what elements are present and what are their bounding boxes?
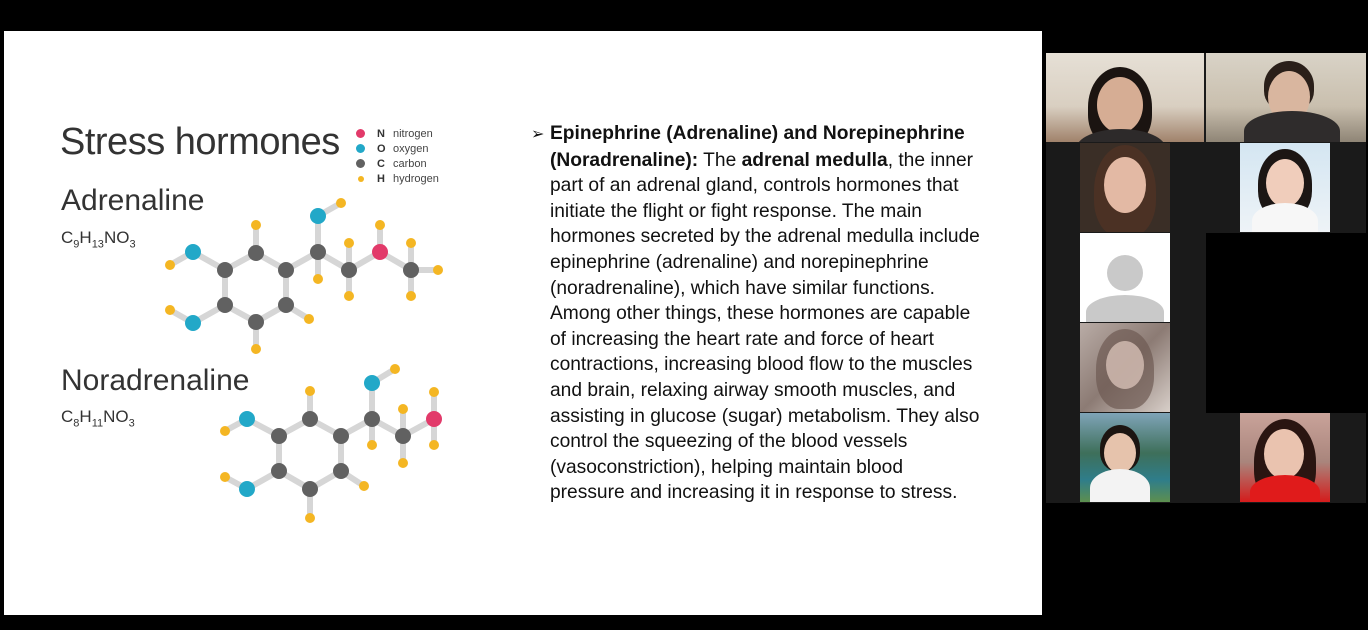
participant-tile-p7[interactable]: [1080, 413, 1170, 502]
atom-C: [278, 262, 294, 278]
legend-carbon: C carbon: [356, 156, 439, 171]
participant-tile-p4[interactable]: [1240, 143, 1330, 232]
noradrenaline-formula: $C_8H_{11}NO_3$: [61, 407, 135, 430]
adrenaline-formula: $C_9H_{13}NO_3$: [61, 228, 136, 251]
shared-slide: [4, 31, 1042, 615]
atom-H: [344, 291, 354, 301]
participant-tile-p3[interactable]: [1080, 143, 1170, 232]
atom-C: [333, 428, 349, 444]
atom-H: [220, 472, 230, 482]
atom-C: [248, 245, 264, 261]
atom-C: [248, 314, 264, 330]
atom-H: [220, 426, 230, 436]
atom-H: [251, 220, 261, 230]
atom-H: [336, 198, 346, 208]
atom-C: [310, 244, 326, 260]
atom-H: [313, 274, 323, 284]
atom-N: [372, 244, 388, 260]
atom-O: [239, 481, 255, 497]
legend-oxygen: O oxygen: [356, 141, 439, 156]
atom-H: [398, 404, 408, 414]
noradrenaline-name: Noradrenaline: [61, 364, 250, 397]
atom-H: [429, 440, 439, 450]
bullet-paragraph: ➢ Epinephrine (Adrenaline) and Norepinephrine (Noradrenaline): The adrenal medulla, the inner part of an adrenal gland, controls hormones that initiate the flight or fight response. The main hormones secreted by the adrenal medulla include epinephrine (adrenaline) and norepinephrine (noradrenaline), which have similar functions. Among other things, these hormones are capable of increasing the heart rate and force of heart contractions, increasing blood flow to the muscles and brain, relaxing airway smooth muscles, and assisting in glucose (sugar) metabolism. They also control the squeezing of the blood vessels (vasoconstriction), helping maintain blood pressure and increasing it in response to stress.: [531, 123, 980, 504]
atom-H: [304, 314, 314, 324]
atom-C: [364, 411, 380, 427]
participant-gallery: [1046, 53, 1366, 503]
atom-O: [185, 244, 201, 260]
legend-hydrogen: H hydrogen: [356, 171, 439, 186]
participant-tile-p8[interactable]: [1240, 413, 1330, 502]
atom-C: [302, 411, 318, 427]
atom-H: [165, 305, 175, 315]
atom-H: [359, 481, 369, 491]
empty-video-slot: [1206, 233, 1366, 413]
atom-H: [433, 265, 443, 275]
atom-O: [310, 208, 326, 224]
atom-C: [403, 262, 419, 278]
atom-H: [344, 238, 354, 248]
slide-bullet-text: [531, 121, 981, 506]
adrenaline-name: Adrenaline: [61, 184, 205, 217]
noradrenaline-structure: [220, 364, 442, 523]
atom-H: [305, 386, 315, 396]
bullet-arrow-icon: ➢: [531, 126, 545, 143]
participant-tile-p1[interactable]: [1046, 53, 1204, 142]
atom-N: [426, 411, 442, 427]
participant-tile-p5[interactable]: [1080, 233, 1170, 322]
atom-O: [239, 411, 255, 427]
atom-O: [364, 375, 380, 391]
adrenaline-structure: [165, 198, 443, 354]
participant-tile-p6[interactable]: [1080, 323, 1170, 412]
slide-title: Stress hormones: [60, 121, 340, 163]
atom-C: [278, 297, 294, 313]
atom-H: [398, 458, 408, 468]
atom-H: [390, 364, 400, 374]
participant-tile-p2[interactable]: [1206, 53, 1366, 142]
atom-H: [406, 291, 416, 301]
atom-H: [165, 260, 175, 270]
atom-C: [302, 481, 318, 497]
legend-nitrogen: N nitrogen: [356, 126, 439, 141]
atom-C: [395, 428, 411, 444]
atom-C: [271, 428, 287, 444]
atom-C: [341, 262, 357, 278]
atom-O: [185, 315, 201, 331]
atom-H: [251, 344, 261, 354]
atom-C: [217, 297, 233, 313]
atom-C: [217, 262, 233, 278]
atom-H: [406, 238, 416, 248]
atom-H: [375, 220, 385, 230]
atom-H: [429, 387, 439, 397]
atom-H: [305, 513, 315, 523]
atom-H: [367, 440, 377, 450]
atom-C: [333, 463, 349, 479]
atom-C: [271, 463, 287, 479]
